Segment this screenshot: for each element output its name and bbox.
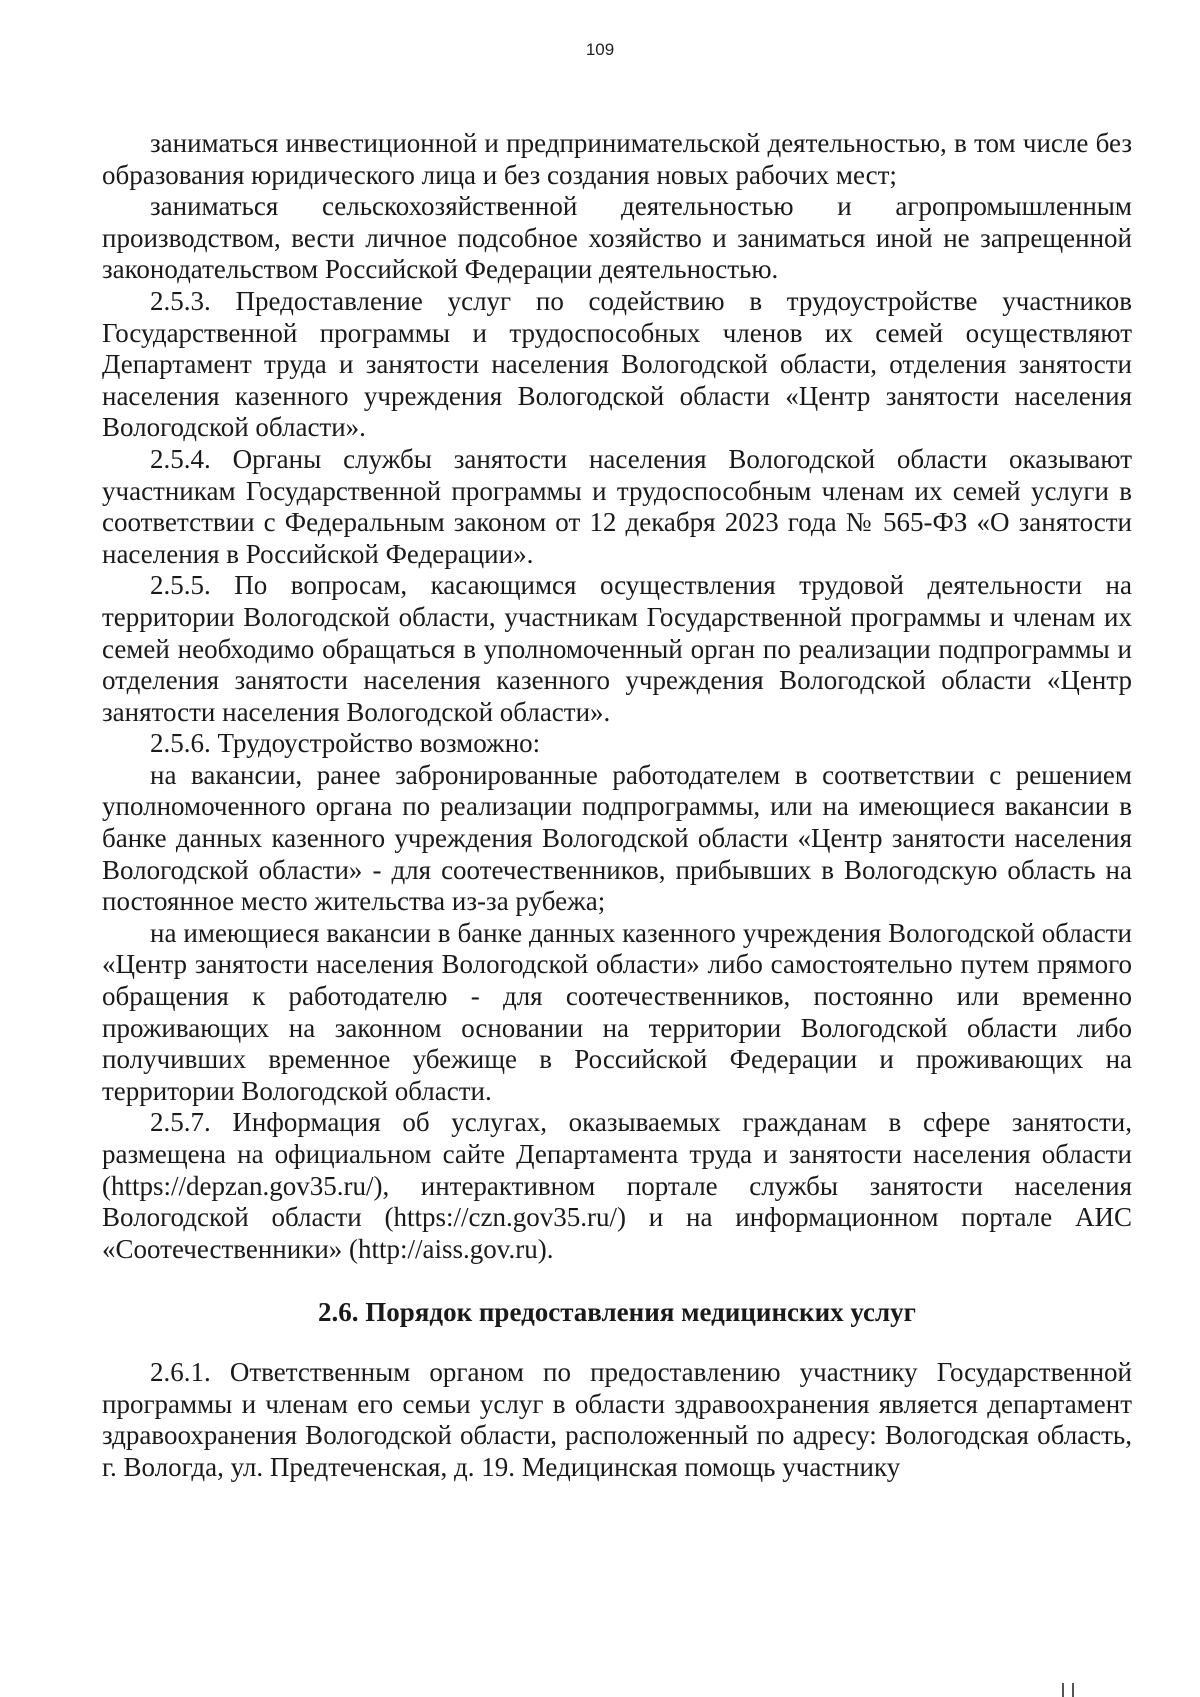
paragraph-2-5-5: 2.5.5. По вопросам, касающимся осуществления трудовой деятельности на территории Вологодской области, участникам Государственной программы и членам их семей необходимо обращаться в уполномоченный орган по реализации подпрограммы и отделения занятости населения казенного учреждения Вологодской области «Центр занятости населения Вологодской области». bbox=[102, 570, 1132, 727]
scan-edge-mark bbox=[1062, 1683, 1076, 1697]
section-heading-2-6: 2.6. Порядок предоставления медицинских услуг bbox=[318, 1297, 916, 1328]
paragraph-vacancies-databank: на имеющиеся вакансии в банке данных казенного учреждения Вологодской области «Центр занятости населения Вологодской области» либо самостоятельно путем прямого обращения к работодателю - для соотечественников, постоянно или временно проживающих на законном основании на территории Вологодской области либо получивших временное убежище в Российской Федерации и проживающих на территории Вологодской области. bbox=[102, 917, 1132, 1106]
paragraph-2-5-6: 2.5.6. Трудоустройство возможно: bbox=[150, 728, 541, 759]
page-number: 109 bbox=[585, 40, 615, 59]
paragraph-vacancies-reserved: на вакансии, ранее забронированные работодателем в соответствии с решением уполномоченного органа по реализации подпрограммы, или на имеющиеся вакансии в банке данных казенного учреждения Вологодской области «Центр занятости населения Вологодской области» - для соотечественников, прибывших в Вологодскую область на постоянное место жительства из-за рубежа; bbox=[102, 759, 1132, 917]
paragraph-2-5-3: 2.5.3. Предоставление услуг по содействию в трудоустройстве участников Государственной программы и трудоспособных членов их семей осуществляют Департамент труда и занятости населения Вологодской области, отделения занятости населения казенного учреждения Вологодской области «Центр занятости населения Вологодской области». bbox=[102, 285, 1132, 443]
paragraph-investment-activity: заниматься инвестиционной и предпринимательской деятельностью, в том числе без образования юридического лица и без создания новых рабочих мест; bbox=[102, 128, 1132, 190]
paragraph-agricultural-activity: заниматься сельскохозяйственной деятельностью и агропромышленным производством, вести личное подсобное хозяйство и заниматься иной не запрещенной законодательством Российской Федерации деятельностью. bbox=[102, 191, 1132, 285]
paragraph-2-6-1: 2.6.1. Ответственным органом по предоставлению участнику Государственной программы и членам его семьи услуг в области здравоохранения является департамент здравоохранения Вологодской области, расположенный по адресу: Вологодская область, г. Вологда, ул. Предтеченская, д. 19. Медицинская помощь участнику bbox=[102, 1356, 1132, 1482]
paragraph-2-5-4: 2.5.4. Органы службы занятости населения Вологодской области оказывают участникам Государственной программы и трудоспособным членам их семей услуги в соответствии с Федеральным законом от 12 декабря 2023 года № 565-ФЗ «О занятости населения в Российской Федерации». bbox=[102, 443, 1132, 569]
paragraph-2-5-7: 2.5.7. Информация об услугах, оказываемых гражданам в сфере занятости, размещена на официальном сайте Департамента труда и занятости населения области (https://depzan.gov35.ru/), интерактивном портале службы занятости населения Вологодской области (https://czn.gov35.ru/) и на информационном портале АИС «Соотечественники» (http://aiss.gov.ru). bbox=[102, 1107, 1132, 1264]
document-body bbox=[102, 128, 1132, 1483]
